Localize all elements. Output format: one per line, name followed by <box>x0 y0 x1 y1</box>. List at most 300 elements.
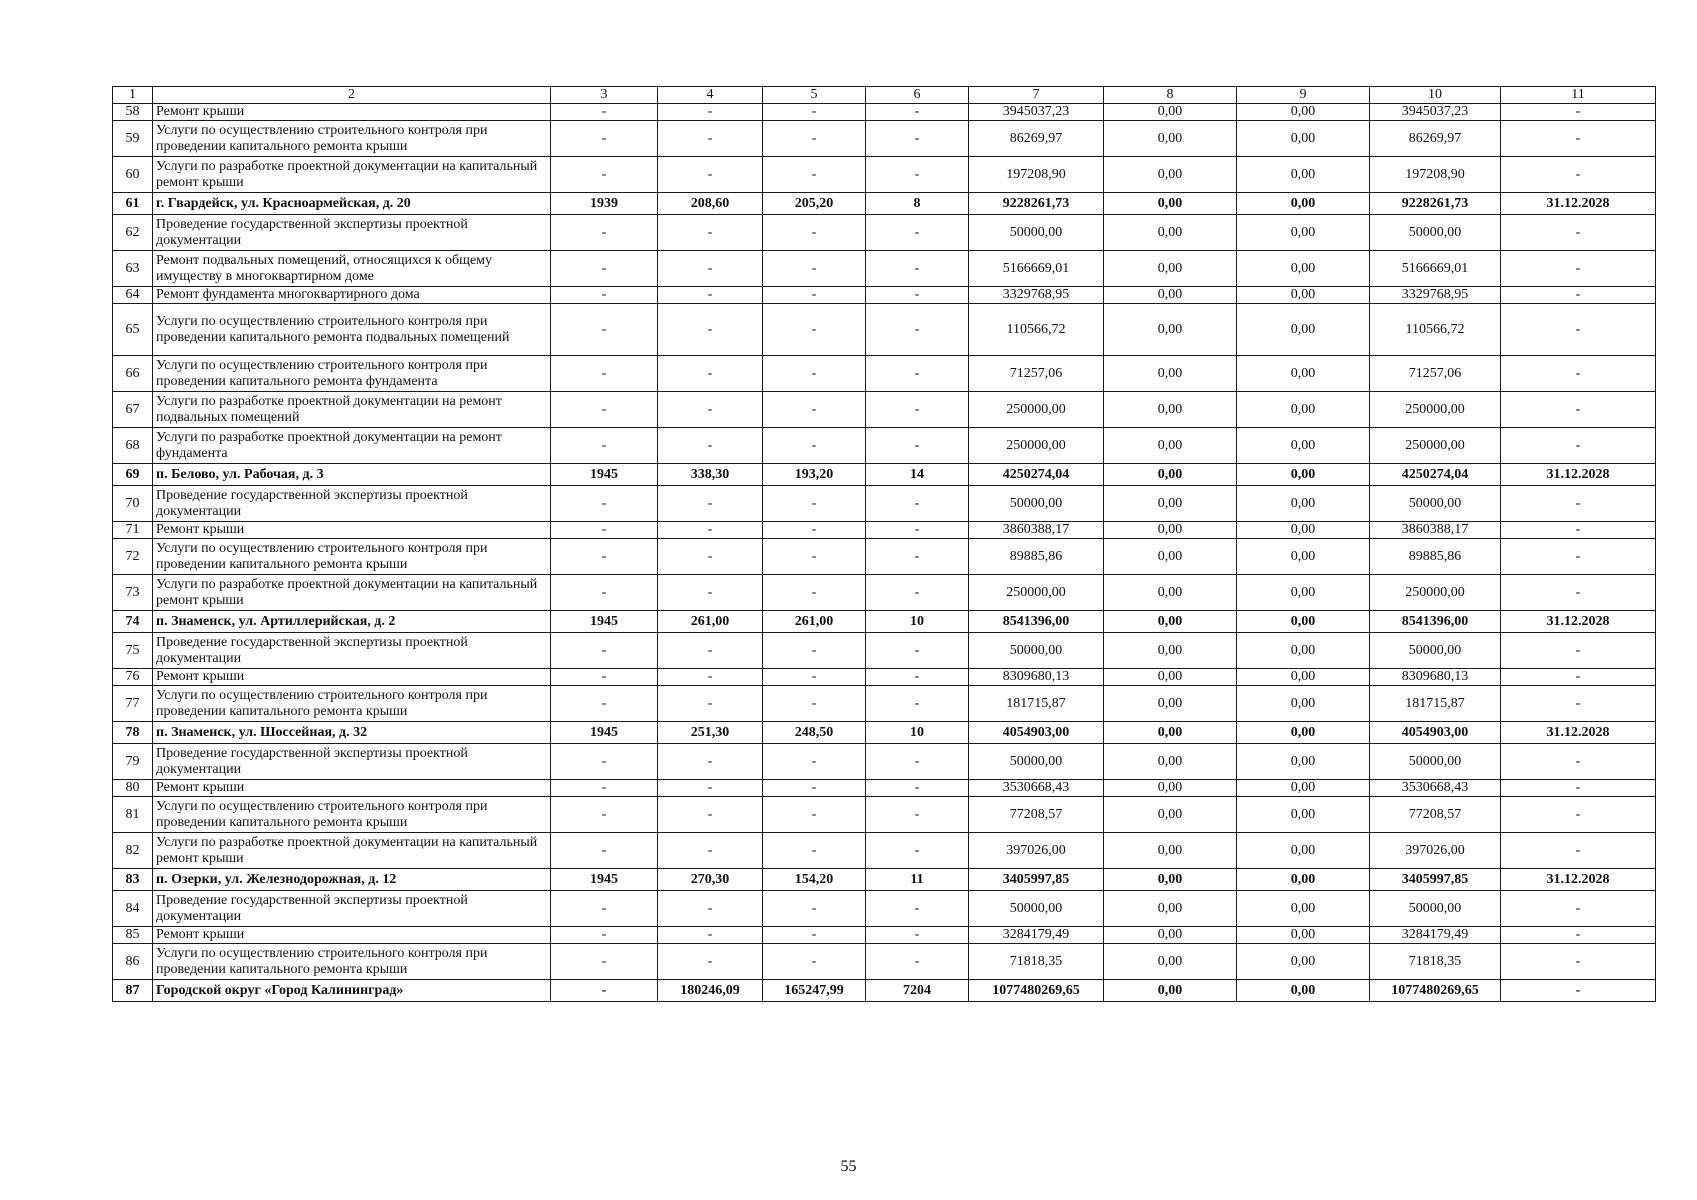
cost-col-9: 0,00 <box>1237 104 1370 121</box>
residents-count: - <box>866 287 969 304</box>
completion-date: - <box>1501 356 1656 392</box>
residents-count: - <box>866 797 969 833</box>
completion-date: - <box>1501 780 1656 797</box>
cost-col-10: 197208,90 <box>1370 157 1501 193</box>
cost-col-9: 0,00 <box>1237 722 1370 744</box>
document-sheet <box>112 86 1655 1002</box>
row-description: Услуги по осуществлению строительного контроля при проведении капитального ремонта крыши <box>153 944 551 980</box>
row-description: Услуги по осуществлению строительного контроля при проведении капитального ремонта крыши <box>153 686 551 722</box>
completion-date: - <box>1501 833 1656 869</box>
total-cost: 1077480269,65 <box>969 980 1104 1002</box>
cost-col-8: 0,00 <box>1104 392 1237 428</box>
cost-col-8: 0,00 <box>1104 744 1237 780</box>
row-number: 81 <box>113 797 153 833</box>
completion-date: - <box>1501 633 1656 669</box>
cost-col-10: 5166669,01 <box>1370 251 1501 287</box>
total-cost: 89885,86 <box>969 539 1104 575</box>
total-area: - <box>658 486 763 522</box>
total-area: - <box>658 121 763 157</box>
residents-count: - <box>866 356 969 392</box>
cost-col-10: 8309680,13 <box>1370 669 1501 686</box>
total-area: - <box>658 944 763 980</box>
year-built: - <box>551 121 658 157</box>
cost-col-9: 0,00 <box>1237 575 1370 611</box>
total-area: - <box>658 428 763 464</box>
year-built: 1945 <box>551 464 658 486</box>
cost-col-9: 0,00 <box>1237 428 1370 464</box>
total-area: - <box>658 686 763 722</box>
table-row <box>113 891 1656 927</box>
row-number: 87 <box>113 980 153 1002</box>
residents-count: - <box>866 251 969 287</box>
cost-col-9: 0,00 <box>1237 633 1370 669</box>
row-description: Городской округ «Город Калининград» <box>153 980 551 1002</box>
cost-col-8: 0,00 <box>1104 891 1237 927</box>
residential-area: 205,20 <box>763 193 866 215</box>
cost-col-9: 0,00 <box>1237 287 1370 304</box>
completion-date: - <box>1501 522 1656 539</box>
row-number: 62 <box>113 215 153 251</box>
total-cost: 197208,90 <box>969 157 1104 193</box>
table-row <box>113 669 1656 686</box>
completion-date: - <box>1501 891 1656 927</box>
row-description: Услуги по осуществлению строительного контроля при проведении капитального ремонта подвальных помещений <box>153 304 551 356</box>
row-number: 61 <box>113 193 153 215</box>
residents-count: - <box>866 157 969 193</box>
total-cost: 50000,00 <box>969 215 1104 251</box>
year-built: - <box>551 669 658 686</box>
total-cost: 3329768,95 <box>969 287 1104 304</box>
cost-col-10: 50000,00 <box>1370 891 1501 927</box>
table-row <box>113 797 1656 833</box>
cost-col-8: 0,00 <box>1104 104 1237 121</box>
header-row <box>113 87 1656 104</box>
completion-date: 31.12.2028 <box>1501 464 1656 486</box>
residential-area: - <box>763 157 866 193</box>
year-built: - <box>551 304 658 356</box>
total-cost: 250000,00 <box>969 428 1104 464</box>
completion-date: - <box>1501 157 1656 193</box>
year-built: - <box>551 428 658 464</box>
total-area: - <box>658 157 763 193</box>
row-number: 60 <box>113 157 153 193</box>
total-cost: 3284179,49 <box>969 927 1104 944</box>
table-row <box>113 944 1656 980</box>
residents-count: - <box>866 891 969 927</box>
total-cost: 8309680,13 <box>969 669 1104 686</box>
cost-col-8: 0,00 <box>1104 927 1237 944</box>
row-number: 78 <box>113 722 153 744</box>
cost-col-10: 89885,86 <box>1370 539 1501 575</box>
row-number: 80 <box>113 780 153 797</box>
table-row <box>113 104 1656 121</box>
row-number: 73 <box>113 575 153 611</box>
column-header-2: 2 <box>153 87 551 104</box>
table-row <box>113 869 1656 891</box>
cost-col-10: 50000,00 <box>1370 486 1501 522</box>
residents-count: 8 <box>866 193 969 215</box>
cost-col-9: 0,00 <box>1237 193 1370 215</box>
cost-col-9: 0,00 <box>1237 522 1370 539</box>
completion-date: - <box>1501 215 1656 251</box>
residents-count: - <box>866 486 969 522</box>
year-built: - <box>551 944 658 980</box>
cost-col-8: 0,00 <box>1104 833 1237 869</box>
row-description: Услуги по разработке проектной документации на ремонт фундамента <box>153 428 551 464</box>
year-built: 1945 <box>551 611 658 633</box>
row-description: Проведение государственной экспертизы проектной документации <box>153 891 551 927</box>
cost-col-9: 0,00 <box>1237 780 1370 797</box>
residential-area: - <box>763 356 866 392</box>
cost-col-8: 0,00 <box>1104 611 1237 633</box>
table-row <box>113 575 1656 611</box>
row-number: 63 <box>113 251 153 287</box>
total-area: - <box>658 575 763 611</box>
cost-col-10: 71818,35 <box>1370 944 1501 980</box>
residential-area: - <box>763 575 866 611</box>
cost-col-8: 0,00 <box>1104 869 1237 891</box>
total-cost: 50000,00 <box>969 744 1104 780</box>
residential-area: 165247,99 <box>763 980 866 1002</box>
year-built: - <box>551 686 658 722</box>
row-number: 72 <box>113 539 153 575</box>
residential-area: - <box>763 522 866 539</box>
cost-col-10: 50000,00 <box>1370 744 1501 780</box>
residential-area: - <box>763 944 866 980</box>
total-area: - <box>658 833 763 869</box>
table-row <box>113 980 1656 1002</box>
table-row <box>113 633 1656 669</box>
year-built: - <box>551 744 658 780</box>
total-cost: 3530668,43 <box>969 780 1104 797</box>
row-description: Услуги по осуществлению строительного контроля при проведении капитального ремонта крыши <box>153 539 551 575</box>
residents-count: - <box>866 633 969 669</box>
cost-col-10: 4054903,00 <box>1370 722 1501 744</box>
table-row <box>113 833 1656 869</box>
year-built: - <box>551 891 658 927</box>
row-number: 76 <box>113 669 153 686</box>
cost-col-10: 3945037,23 <box>1370 104 1501 121</box>
column-header-8: 8 <box>1104 87 1237 104</box>
cost-col-8: 0,00 <box>1104 575 1237 611</box>
row-description: Ремонт крыши <box>153 104 551 121</box>
residential-area: - <box>763 486 866 522</box>
total-cost: 71818,35 <box>969 944 1104 980</box>
completion-date: - <box>1501 686 1656 722</box>
completion-date: - <box>1501 251 1656 287</box>
residential-area: - <box>763 891 866 927</box>
total-area: - <box>658 104 763 121</box>
residents-count: 11 <box>866 869 969 891</box>
year-built: - <box>551 287 658 304</box>
total-cost: 110566,72 <box>969 304 1104 356</box>
residents-count: - <box>866 215 969 251</box>
residents-count: - <box>866 686 969 722</box>
row-description: Проведение государственной экспертизы проектной документации <box>153 633 551 669</box>
completion-date: - <box>1501 539 1656 575</box>
table-body <box>113 104 1656 1002</box>
cost-col-8: 0,00 <box>1104 486 1237 522</box>
cost-col-9: 0,00 <box>1237 539 1370 575</box>
total-cost: 8541396,00 <box>969 611 1104 633</box>
cost-col-8: 0,00 <box>1104 539 1237 575</box>
row-number: 65 <box>113 304 153 356</box>
total-area: - <box>658 522 763 539</box>
residential-area: - <box>763 927 866 944</box>
residents-count: - <box>866 575 969 611</box>
cost-col-10: 8541396,00 <box>1370 611 1501 633</box>
cost-col-9: 0,00 <box>1237 744 1370 780</box>
total-area: - <box>658 633 763 669</box>
table-row <box>113 744 1656 780</box>
row-description: Проведение государственной экспертизы проектной документации <box>153 486 551 522</box>
table-row <box>113 121 1656 157</box>
cost-col-10: 250000,00 <box>1370 575 1501 611</box>
total-area: - <box>658 304 763 356</box>
table-row <box>113 539 1656 575</box>
total-cost: 86269,97 <box>969 121 1104 157</box>
total-cost: 397026,00 <box>969 833 1104 869</box>
completion-date: - <box>1501 944 1656 980</box>
cost-col-8: 0,00 <box>1104 304 1237 356</box>
year-built: - <box>551 575 658 611</box>
cost-col-8: 0,00 <box>1104 780 1237 797</box>
cost-col-9: 0,00 <box>1237 392 1370 428</box>
table-row <box>113 611 1656 633</box>
residents-count: - <box>866 744 969 780</box>
completion-date: - <box>1501 980 1656 1002</box>
row-number: 84 <box>113 891 153 927</box>
cost-col-10: 3329768,95 <box>1370 287 1501 304</box>
row-description: Услуги по разработке проектной документации на капитальный ремонт крыши <box>153 833 551 869</box>
row-description: Ремонт фундамента многоквартирного дома <box>153 287 551 304</box>
cost-col-10: 3284179,49 <box>1370 927 1501 944</box>
row-description: Услуги по разработке проектной документации на ремонт подвальных помещений <box>153 392 551 428</box>
residential-area: - <box>763 669 866 686</box>
row-number: 79 <box>113 744 153 780</box>
row-description: Ремонт крыши <box>153 669 551 686</box>
residential-area: - <box>763 121 866 157</box>
residents-count: 7204 <box>866 980 969 1002</box>
table-row <box>113 464 1656 486</box>
table-row <box>113 486 1656 522</box>
completion-date: - <box>1501 304 1656 356</box>
total-area: - <box>658 744 763 780</box>
table-row <box>113 686 1656 722</box>
total-area: 338,30 <box>658 464 763 486</box>
completion-date: - <box>1501 121 1656 157</box>
table-row <box>113 522 1656 539</box>
cost-col-8: 0,00 <box>1104 633 1237 669</box>
cost-col-9: 0,00 <box>1237 833 1370 869</box>
table-row <box>113 428 1656 464</box>
cost-col-8: 0,00 <box>1104 215 1237 251</box>
total-cost: 3860388,17 <box>969 522 1104 539</box>
column-header-3: 3 <box>551 87 658 104</box>
cost-col-8: 0,00 <box>1104 193 1237 215</box>
cost-col-10: 397026,00 <box>1370 833 1501 869</box>
year-built: - <box>551 251 658 287</box>
cost-col-9: 0,00 <box>1237 869 1370 891</box>
column-header-6: 6 <box>866 87 969 104</box>
cost-col-10: 3405997,85 <box>1370 869 1501 891</box>
table-row <box>113 392 1656 428</box>
cost-col-9: 0,00 <box>1237 356 1370 392</box>
residential-area: - <box>763 104 866 121</box>
residents-count: - <box>866 522 969 539</box>
year-built: - <box>551 980 658 1002</box>
completion-date: - <box>1501 104 1656 121</box>
residents-count: - <box>866 121 969 157</box>
cost-col-10: 50000,00 <box>1370 215 1501 251</box>
row-number: 70 <box>113 486 153 522</box>
total-cost: 50000,00 <box>969 891 1104 927</box>
year-built: 1939 <box>551 193 658 215</box>
total-area: 180246,09 <box>658 980 763 1002</box>
year-built: - <box>551 486 658 522</box>
year-built: - <box>551 522 658 539</box>
total-area: - <box>658 927 763 944</box>
completion-date: 31.12.2028 <box>1501 193 1656 215</box>
cost-col-10: 50000,00 <box>1370 633 1501 669</box>
table-row <box>113 927 1656 944</box>
total-area: 251,30 <box>658 722 763 744</box>
residential-area: - <box>763 633 866 669</box>
cost-col-9: 0,00 <box>1237 891 1370 927</box>
residents-count: - <box>866 669 969 686</box>
row-number: 77 <box>113 686 153 722</box>
cost-col-8: 0,00 <box>1104 669 1237 686</box>
total-cost: 5166669,01 <box>969 251 1104 287</box>
cost-col-8: 0,00 <box>1104 287 1237 304</box>
cost-col-9: 0,00 <box>1237 944 1370 980</box>
completion-date: - <box>1501 797 1656 833</box>
cost-col-9: 0,00 <box>1237 927 1370 944</box>
row-description: Услуги по осуществлению строительного контроля при проведении капитального ремонта фундамента <box>153 356 551 392</box>
residents-count: - <box>866 392 969 428</box>
row-description: Услуги по разработке проектной документации на капитальный ремонт крыши <box>153 157 551 193</box>
year-built: - <box>551 215 658 251</box>
total-area: - <box>658 780 763 797</box>
cost-col-9: 0,00 <box>1237 251 1370 287</box>
cost-col-10: 77208,57 <box>1370 797 1501 833</box>
year-built: - <box>551 539 658 575</box>
residential-area: - <box>763 797 866 833</box>
residential-area: - <box>763 780 866 797</box>
residential-area: - <box>763 744 866 780</box>
cost-col-9: 0,00 <box>1237 304 1370 356</box>
residents-count: - <box>866 833 969 869</box>
completion-date: - <box>1501 744 1656 780</box>
cost-col-8: 0,00 <box>1104 944 1237 980</box>
total-cost: 250000,00 <box>969 392 1104 428</box>
residents-count: - <box>866 780 969 797</box>
table-row <box>113 157 1656 193</box>
total-area: - <box>658 669 763 686</box>
total-area: - <box>658 797 763 833</box>
cost-col-10: 110566,72 <box>1370 304 1501 356</box>
completion-date: - <box>1501 927 1656 944</box>
table-row <box>113 356 1656 392</box>
row-description: г. Гвардейск, ул. Красноармейская, д. 20 <box>153 193 551 215</box>
row-number: 71 <box>113 522 153 539</box>
cost-col-9: 0,00 <box>1237 797 1370 833</box>
cost-col-10: 86269,97 <box>1370 121 1501 157</box>
cost-col-8: 0,00 <box>1104 686 1237 722</box>
completion-date: 31.12.2028 <box>1501 611 1656 633</box>
residential-area: - <box>763 539 866 575</box>
cost-col-9: 0,00 <box>1237 980 1370 1002</box>
row-description: Ремонт крыши <box>153 780 551 797</box>
cost-col-10: 250000,00 <box>1370 392 1501 428</box>
column-header-10: 10 <box>1370 87 1501 104</box>
row-description: п. Белово, ул. Рабочая, д. 3 <box>153 464 551 486</box>
row-number: 58 <box>113 104 153 121</box>
row-number: 68 <box>113 428 153 464</box>
cost-col-8: 0,00 <box>1104 980 1237 1002</box>
completion-date: - <box>1501 669 1656 686</box>
row-description: п. Озерки, ул. Железнодорожная, д. 12 <box>153 869 551 891</box>
total-area: - <box>658 251 763 287</box>
total-cost: 50000,00 <box>969 633 1104 669</box>
cost-col-9: 0,00 <box>1237 611 1370 633</box>
completion-date: - <box>1501 486 1656 522</box>
row-description: Ремонт крыши <box>153 927 551 944</box>
completion-date: 31.12.2028 <box>1501 869 1656 891</box>
year-built: - <box>551 797 658 833</box>
residents-count: - <box>866 428 969 464</box>
cost-col-10: 1077480269,65 <box>1370 980 1501 1002</box>
total-cost: 250000,00 <box>969 575 1104 611</box>
row-number: 83 <box>113 869 153 891</box>
year-built: - <box>551 633 658 669</box>
cost-col-8: 0,00 <box>1104 121 1237 157</box>
residents-count: - <box>866 304 969 356</box>
total-area: - <box>658 539 763 575</box>
row-number: 75 <box>113 633 153 669</box>
residents-count: - <box>866 104 969 121</box>
residential-area: - <box>763 287 866 304</box>
total-area: - <box>658 891 763 927</box>
completion-date: - <box>1501 287 1656 304</box>
row-description: Услуги по разработке проектной документации на капитальный ремонт крыши <box>153 575 551 611</box>
cost-col-10: 181715,87 <box>1370 686 1501 722</box>
cost-col-8: 0,00 <box>1104 797 1237 833</box>
total-cost: 3945037,23 <box>969 104 1104 121</box>
total-cost: 4054903,00 <box>969 722 1104 744</box>
residents-count: 14 <box>866 464 969 486</box>
residential-area: 248,50 <box>763 722 866 744</box>
cost-col-8: 0,00 <box>1104 356 1237 392</box>
residential-area: - <box>763 686 866 722</box>
year-built: 1945 <box>551 869 658 891</box>
residential-area: - <box>763 215 866 251</box>
cost-col-9: 0,00 <box>1237 669 1370 686</box>
year-built: - <box>551 356 658 392</box>
row-description: Услуги по осуществлению строительного контроля при проведении капитального ремонта крыши <box>153 797 551 833</box>
total-cost: 9228261,73 <box>969 193 1104 215</box>
row-number: 82 <box>113 833 153 869</box>
row-description: Проведение государственной экспертизы проектной документации <box>153 215 551 251</box>
row-number: 69 <box>113 464 153 486</box>
total-cost: 181715,87 <box>969 686 1104 722</box>
total-area: 208,60 <box>658 193 763 215</box>
cost-col-10: 250000,00 <box>1370 428 1501 464</box>
total-cost: 77208,57 <box>969 797 1104 833</box>
row-description: Ремонт крыши <box>153 522 551 539</box>
row-number: 85 <box>113 927 153 944</box>
total-cost: 50000,00 <box>969 486 1104 522</box>
